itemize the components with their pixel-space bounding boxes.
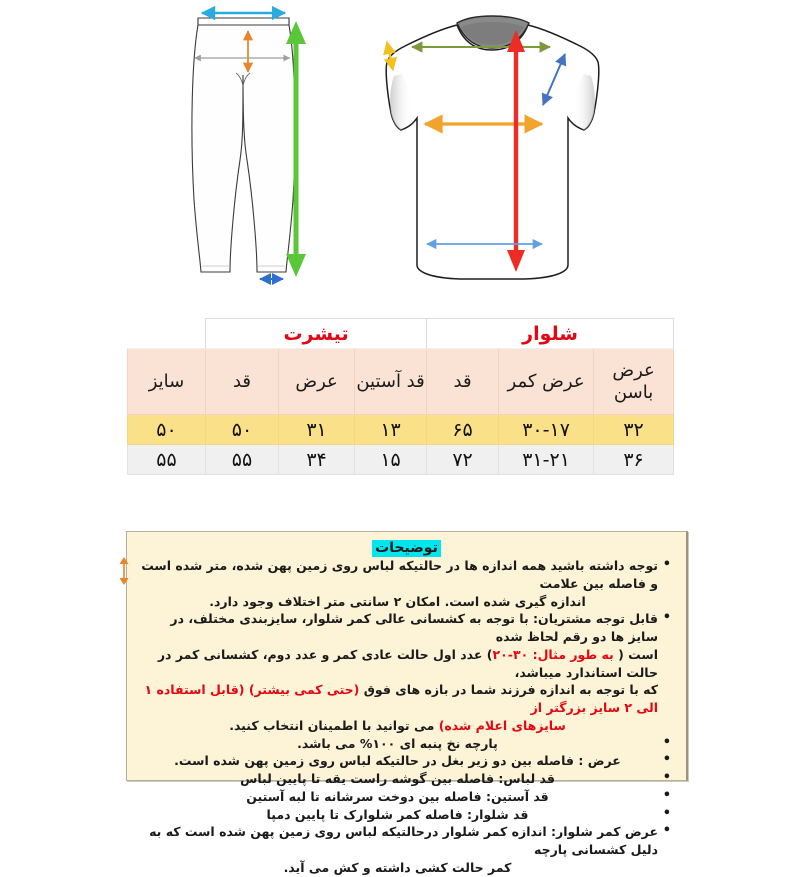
note-line: [137, 788, 658, 806]
group-header-tshirt: تیشرت: [206, 319, 427, 349]
tshirt-measurement-diagram: [385, 0, 600, 285]
note-text: پارچه نخ پنبه ای ۱۰۰% می باشد.: [297, 735, 498, 751]
notes-title-row: [137, 537, 676, 556]
tshirt-outline: [386, 25, 599, 279]
cell-shirt-length: ۵۰: [206, 415, 279, 445]
note-line: [137, 717, 658, 735]
size-table: [127, 318, 674, 475]
note-text: که با توجه به اندازه فرزند شما در بازه های فوق: [359, 682, 658, 698]
group-header-pants: شلوار: [427, 319, 674, 349]
note-fabric: [137, 735, 658, 753]
group-header-blank: [128, 319, 206, 349]
note-line: [137, 610, 658, 646]
cell-size: ۵۰: [128, 415, 206, 445]
table-row: [128, 445, 674, 475]
note-line: [137, 593, 658, 611]
note-shirt-length: [137, 770, 658, 788]
note-width: [137, 752, 658, 770]
cell-hip-width: ۳۶: [594, 445, 674, 475]
note-waist-elastic: [137, 610, 658, 734]
table-row: [128, 415, 674, 445]
garment-diagrams-section: [0, 0, 800, 300]
note-text: قد شلوار: فاصله کمر شلوارک تا پایین دمپا: [266, 806, 529, 822]
cell-shirt-width: ۳۴: [279, 445, 355, 475]
cell-sleeve-length: ۱۵: [355, 445, 427, 475]
cell-sleeve-length: ۱۳: [355, 415, 427, 445]
cell-waist-width: ۳۱-۲۱: [499, 445, 594, 475]
note-text: قابل توجه مشتریان: با توجه به کشسانی عالی کمر شلوار، سایزبندی مختلف، در سایز ها دو رقم لحاظ شده: [170, 611, 658, 644]
col-header-shirt-length: قد: [206, 349, 279, 415]
note-line: [137, 823, 658, 859]
note-text: است (: [613, 646, 658, 662]
note-measuring: [137, 557, 658, 610]
note-text: کمر حالت کشی داشته و کش می آید.: [283, 859, 512, 875]
note-line: [137, 806, 658, 824]
note-text: قد آستین: فاصله بین دوخت سرشانه تا لبه آستین: [246, 788, 549, 804]
note-line: [137, 752, 658, 770]
note-line: [137, 859, 658, 877]
note-text: می توانید با اطمینان انتخاب کنید.: [229, 717, 439, 733]
note-pants-length: [137, 806, 658, 824]
note-line: [137, 557, 658, 593]
note-text-highlight: (حتی کمی بیشتر) (قابل استفاده ۱ الی ۲ سایز بزرگتر از: [144, 682, 658, 715]
note-line: [137, 735, 658, 753]
note-sleeve-length: [137, 788, 658, 806]
col-header-hip-width: عرض باسن: [594, 349, 674, 415]
notes-title: توضیحات: [372, 540, 441, 557]
notes-box: [126, 531, 688, 875]
cell-pants-length: ۷۲: [427, 445, 499, 475]
note-line: [137, 770, 658, 788]
table-column-header-row: [128, 349, 674, 415]
cell-shirt-length: ۵۵: [206, 445, 279, 475]
note-text-highlight: سایزهای اعلام شده): [438, 717, 566, 733]
cell-shirt-width: ۳۱: [279, 415, 355, 445]
col-header-sleeve-length: قد آستین: [355, 349, 427, 415]
table-group-header-row: [128, 319, 674, 349]
cell-hip-width: ۳۲: [594, 415, 674, 445]
size-table-container: [127, 318, 673, 475]
col-header-size: سایز: [128, 349, 206, 415]
notes-list: [137, 557, 676, 877]
note-text: عرض : فاصله بین دو زیر بغل در حالتیکه لباس روی زمین پهن شده است.: [174, 753, 621, 769]
note-text-highlight: به طور مثال: ۳۰-۲۰: [492, 646, 614, 662]
col-header-pants-length: قد: [427, 349, 499, 415]
note-text: عرض کمر شلوار: اندازه کمر شلوار درحالتیکه لباس روی زمین پهن شده است که به دلیل کشسانی پارچه: [149, 824, 658, 857]
vertical-double-arrow-icon: [118, 556, 130, 586]
note-text: ) عدد اول حالت عادی کمر و عدد دوم، کشسانی کمر در حالت استاندارد میباشد،: [157, 646, 658, 680]
col-header-shirt-width: عرض: [279, 349, 355, 415]
note-text: توجه داشته باشید همه اندازه ها در حالتیکه لباس روی زمین پهن شده، متر شده است و فاصله بین علامت: [141, 558, 658, 591]
cell-pants-length: ۶۵: [427, 415, 499, 445]
cell-size: ۵۵: [128, 445, 206, 475]
note-line: [137, 646, 658, 682]
pants-measurement-diagram: [178, 0, 368, 300]
note-text: اندازه گیری شده است. امکان ۲ سانتی متر اختلاف وجود دارد.: [209, 593, 586, 609]
note-text: قد لباس: فاصله بین گوشه راست یقه تا پایین لباس: [240, 771, 555, 786]
pants-outline: [192, 18, 295, 272]
note-line: [137, 681, 658, 717]
note-pants-waist-width: [137, 823, 658, 876]
col-header-waist-width: عرض کمر: [499, 349, 594, 415]
cell-waist-width: ۳۰-۱۷: [499, 415, 594, 445]
